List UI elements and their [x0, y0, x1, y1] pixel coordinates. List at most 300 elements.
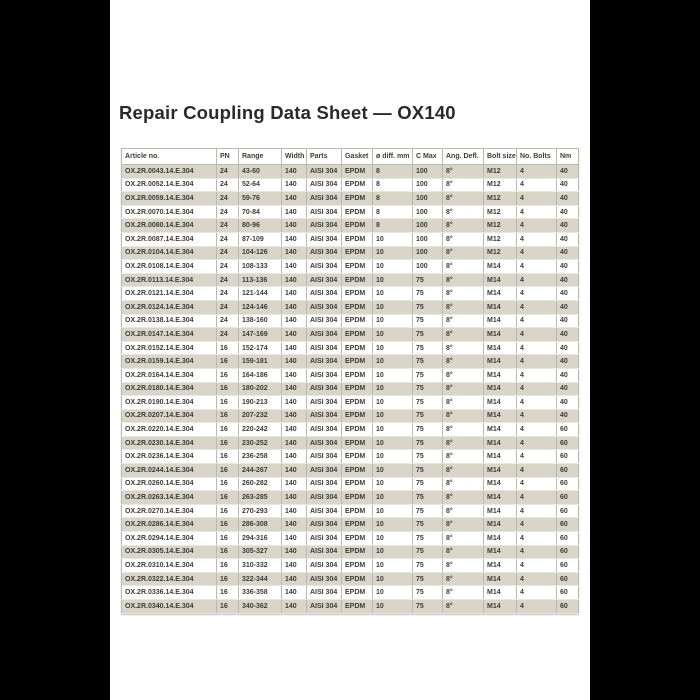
- table-row: [122, 572, 579, 586]
- page-title: Repair Coupling Data Sheet — OX140: [119, 102, 456, 123]
- table-row: [122, 287, 579, 301]
- table-cell: 60: [557, 532, 579, 546]
- table-cell: 70-84: [239, 205, 282, 219]
- table-cell: AISI 304: [307, 287, 342, 301]
- table-row: [122, 450, 579, 464]
- column-header-9: Bolt size: [484, 149, 517, 165]
- table-cell: 75: [413, 382, 443, 396]
- table-cell: 10: [373, 341, 413, 355]
- table-cell: OX.2R.0108.14.E.304: [122, 260, 217, 274]
- table-cell: 140: [282, 205, 307, 219]
- table-cell: 100: [413, 205, 443, 219]
- table-cell: OX.2R.0305.14.E.304: [122, 545, 217, 559]
- table-cell: EPDM: [342, 328, 373, 342]
- table-cell: 140: [282, 518, 307, 532]
- table-cell: 75: [413, 273, 443, 287]
- table-cell: 159-181: [239, 355, 282, 369]
- table-cell: M12: [484, 192, 517, 206]
- table-cell: 40: [557, 409, 579, 423]
- table-cell: M14: [484, 314, 517, 328]
- table-cell: 8°: [443, 178, 484, 192]
- table-cell: 16: [217, 396, 239, 410]
- table-cell: M12: [484, 165, 517, 179]
- table-cell: M14: [484, 586, 517, 600]
- table-cell: 60: [557, 559, 579, 573]
- table-cell: AISI 304: [307, 273, 342, 287]
- table-cell: 8: [373, 178, 413, 192]
- table-row: [122, 205, 579, 219]
- table-cell: EPDM: [342, 273, 373, 287]
- table-cell: OX.2R.0190.14.E.304: [122, 396, 217, 410]
- table-cell: 4: [517, 572, 557, 586]
- table-cell: M14: [484, 572, 517, 586]
- table-cell: 140: [282, 328, 307, 342]
- table-cell: 140: [282, 273, 307, 287]
- table-cell: M14: [484, 328, 517, 342]
- table-row: [122, 477, 579, 491]
- table-cell: 4: [517, 287, 557, 301]
- table-cell: EPDM: [342, 491, 373, 505]
- table-cell: M14: [484, 368, 517, 382]
- table-cell: M12: [484, 219, 517, 233]
- table-cell: 4: [517, 246, 557, 260]
- table-cell: 8°: [443, 287, 484, 301]
- table-cell: 16: [217, 518, 239, 532]
- table-cell: OX.2R.0059.14.E.304: [122, 192, 217, 206]
- table-cell: 147-169: [239, 328, 282, 342]
- table-row: [122, 409, 579, 423]
- table-cell: AISI 304: [307, 314, 342, 328]
- table-cell: OX.2R.0180.14.E.304: [122, 382, 217, 396]
- table-row: [122, 545, 579, 559]
- table-cell: EPDM: [342, 260, 373, 274]
- table-cell: 10: [373, 246, 413, 260]
- column-header-8: Ang. Defl.: [443, 149, 484, 165]
- table-row: [122, 464, 579, 478]
- table-cell: OX.2R.0124.14.E.304: [122, 300, 217, 314]
- table-cell: 8°: [443, 192, 484, 206]
- table-cell: 4: [517, 396, 557, 410]
- table-cell: 140: [282, 464, 307, 478]
- table-cell: 140: [282, 409, 307, 423]
- table-cell: 10: [373, 450, 413, 464]
- table-cell: 220-242: [239, 423, 282, 437]
- table-cell: 75: [413, 600, 443, 614]
- table-cell: M14: [484, 273, 517, 287]
- table-cell: 10: [373, 260, 413, 274]
- table-cell: 8°: [443, 328, 484, 342]
- table-cell: 140: [282, 504, 307, 518]
- table-cell: 40: [557, 219, 579, 233]
- table-cell: M14: [484, 396, 517, 410]
- table-cell: 4: [517, 518, 557, 532]
- table-cell: 40: [557, 287, 579, 301]
- table-cell: 24: [217, 205, 239, 219]
- table-cell: AISI 304: [307, 368, 342, 382]
- table-cell: EPDM: [342, 355, 373, 369]
- table-row: [122, 436, 579, 450]
- table-cell: 10: [373, 300, 413, 314]
- table-cell: 24: [217, 232, 239, 246]
- table-cell: 164-186: [239, 368, 282, 382]
- column-header-4: Parts: [307, 149, 342, 165]
- table-cell: OX.2R.0113.14.E.304: [122, 273, 217, 287]
- table-cell: OX.2R.0294.14.E.304: [122, 532, 217, 546]
- table-cell: M14: [484, 260, 517, 274]
- table-cell: OX.2R.0236.14.E.304: [122, 450, 217, 464]
- table-cell: 8°: [443, 423, 484, 437]
- table-cell: OX.2R.0340.14.E.304: [122, 600, 217, 614]
- table-cell: 4: [517, 382, 557, 396]
- table-cell: OX.2R.0263.14.E.304: [122, 491, 217, 505]
- table-cell: 8°: [443, 219, 484, 233]
- table-cell: AISI 304: [307, 396, 342, 410]
- table-cell: 8°: [443, 355, 484, 369]
- table-cell: 340-362: [239, 600, 282, 614]
- table-row: [122, 355, 579, 369]
- table-cell: M14: [484, 464, 517, 478]
- table-row: [122, 314, 579, 328]
- table-cell: OX.2R.0052.14.E.304: [122, 178, 217, 192]
- table-cell: AISI 304: [307, 260, 342, 274]
- table-cell: 8°: [443, 572, 484, 586]
- table-cell: 10: [373, 518, 413, 532]
- table-cell: 75: [413, 314, 443, 328]
- table-cell: 24: [217, 246, 239, 260]
- table-cell: 140: [282, 450, 307, 464]
- table-cell: AISI 304: [307, 491, 342, 505]
- table-cell: 8°: [443, 273, 484, 287]
- table-cell: 140: [282, 545, 307, 559]
- table-cell: 8°: [443, 450, 484, 464]
- table-cell: 40: [557, 382, 579, 396]
- table-cell: EPDM: [342, 232, 373, 246]
- table-cell: M14: [484, 436, 517, 450]
- table-cell: OX.2R.0159.14.E.304: [122, 355, 217, 369]
- table-cell: 138-160: [239, 314, 282, 328]
- table-cell: 140: [282, 600, 307, 614]
- table-cell: 8°: [443, 314, 484, 328]
- table-cell: 140: [282, 491, 307, 505]
- table-cell: 294-316: [239, 532, 282, 546]
- table-cell: 75: [413, 532, 443, 546]
- table-cell: 8°: [443, 600, 484, 614]
- table-cell: EPDM: [342, 586, 373, 600]
- table-cell: OX.2R.0070.14.E.304: [122, 205, 217, 219]
- table-cell: 10: [373, 532, 413, 546]
- table-body: [122, 165, 579, 614]
- column-header-10: No. Bolts: [517, 149, 557, 165]
- table-row: [122, 300, 579, 314]
- table-cell: 4: [517, 450, 557, 464]
- table-cell: 10: [373, 232, 413, 246]
- coupling-data-table: [121, 148, 579, 614]
- column-header-7: C Max: [413, 149, 443, 165]
- table-cell: 100: [413, 246, 443, 260]
- table-cell: 8°: [443, 246, 484, 260]
- table-cell: 10: [373, 436, 413, 450]
- table-row: [122, 504, 579, 518]
- table-cell: 40: [557, 232, 579, 246]
- table-row: [122, 328, 579, 342]
- table-cell: 75: [413, 355, 443, 369]
- table-cell: 310-332: [239, 559, 282, 573]
- table-cell: 16: [217, 423, 239, 437]
- table-cell: AISI 304: [307, 532, 342, 546]
- table-cell: M14: [484, 341, 517, 355]
- table-cell: EPDM: [342, 300, 373, 314]
- table-cell: 8°: [443, 586, 484, 600]
- table-cell: 60: [557, 436, 579, 450]
- table-cell: EPDM: [342, 532, 373, 546]
- table-cell: EPDM: [342, 436, 373, 450]
- table-cell: 43-60: [239, 165, 282, 179]
- table-cell: M12: [484, 178, 517, 192]
- table-cell: 60: [557, 423, 579, 437]
- table-cell: 10: [373, 464, 413, 478]
- table-cell: 140: [282, 300, 307, 314]
- table-cell: 40: [557, 260, 579, 274]
- table-row: [122, 382, 579, 396]
- table-cell: 75: [413, 396, 443, 410]
- table-cell: M12: [484, 246, 517, 260]
- table-cell: M14: [484, 477, 517, 491]
- table-cell: 8°: [443, 382, 484, 396]
- table-cell: 24: [217, 178, 239, 192]
- table-cell: EPDM: [342, 165, 373, 179]
- table-cell: 8°: [443, 518, 484, 532]
- table-cell: 8: [373, 219, 413, 233]
- table-cell: EPDM: [342, 219, 373, 233]
- table-cell: EPDM: [342, 314, 373, 328]
- table-cell: 4: [517, 504, 557, 518]
- table-row: [122, 260, 579, 274]
- table-cell: AISI 304: [307, 355, 342, 369]
- right-black-margin: [590, 0, 700, 700]
- table-cell: OX.2R.0104.14.E.304: [122, 246, 217, 260]
- table-cell: 75: [413, 368, 443, 382]
- table-cell: AISI 304: [307, 464, 342, 478]
- table-cell: EPDM: [342, 287, 373, 301]
- table-cell: 260-282: [239, 477, 282, 491]
- table-cell: M14: [484, 532, 517, 546]
- table-cell: EPDM: [342, 192, 373, 206]
- table-cell: 140: [282, 192, 307, 206]
- table-cell: 4: [517, 409, 557, 423]
- table-cell: 8°: [443, 165, 484, 179]
- table-cell: AISI 304: [307, 600, 342, 614]
- table-cell: 75: [413, 586, 443, 600]
- table-cell: 8°: [443, 396, 484, 410]
- table-cell: 87-109: [239, 232, 282, 246]
- table-cell: 10: [373, 491, 413, 505]
- table-cell: 4: [517, 368, 557, 382]
- table-cell: 8°: [443, 464, 484, 478]
- table-cell: 60: [557, 586, 579, 600]
- table-row: [122, 518, 579, 532]
- table-cell: 140: [282, 341, 307, 355]
- table-cell: 10: [373, 586, 413, 600]
- table-cell: AISI 304: [307, 178, 342, 192]
- table-cell: 16: [217, 436, 239, 450]
- table-cell: 4: [517, 273, 557, 287]
- table-cell: 80-96: [239, 219, 282, 233]
- table-cell: 336-358: [239, 586, 282, 600]
- table-cell: 40: [557, 246, 579, 260]
- table-cell: 24: [217, 219, 239, 233]
- table-cell: 8°: [443, 477, 484, 491]
- table-cell: 124-146: [239, 300, 282, 314]
- table-row: [122, 219, 579, 233]
- table-cell: OX.2R.0230.14.E.304: [122, 436, 217, 450]
- table-row: [122, 586, 579, 600]
- table-cell: AISI 304: [307, 586, 342, 600]
- table-cell: M14: [484, 504, 517, 518]
- table-cell: 4: [517, 423, 557, 437]
- table-cell: AISI 304: [307, 300, 342, 314]
- table-cell: AISI 304: [307, 572, 342, 586]
- table-cell: AISI 304: [307, 423, 342, 437]
- table-cell: EPDM: [342, 409, 373, 423]
- table-cell: 16: [217, 545, 239, 559]
- table-cell: 4: [517, 559, 557, 573]
- table-cell: 8°: [443, 409, 484, 423]
- table-cell: M14: [484, 545, 517, 559]
- table-cell: EPDM: [342, 205, 373, 219]
- table-cell: OX.2R.0207.14.E.304: [122, 409, 217, 423]
- table-cell: EPDM: [342, 246, 373, 260]
- table-cell: 16: [217, 368, 239, 382]
- table-cell: 24: [217, 273, 239, 287]
- table-cell: 75: [413, 518, 443, 532]
- table-cell: 10: [373, 423, 413, 437]
- table-cell: M12: [484, 232, 517, 246]
- table-cell: 16: [217, 600, 239, 614]
- table-cell: 4: [517, 219, 557, 233]
- table-cell: EPDM: [342, 545, 373, 559]
- table-cell: AISI 304: [307, 232, 342, 246]
- table-cell: 75: [413, 450, 443, 464]
- table-cell: 16: [217, 572, 239, 586]
- table-cell: 75: [413, 409, 443, 423]
- table-cell: 10: [373, 396, 413, 410]
- table-cell: OX.2R.0220.14.E.304: [122, 423, 217, 437]
- table-cell: EPDM: [342, 396, 373, 410]
- table-cell: 305-327: [239, 545, 282, 559]
- table-cell: M14: [484, 600, 517, 614]
- table-cell: 4: [517, 260, 557, 274]
- table-cell: M14: [484, 409, 517, 423]
- table-cell: 230-252: [239, 436, 282, 450]
- table-cell: 286-308: [239, 518, 282, 532]
- table-cell: 10: [373, 545, 413, 559]
- table-cell: 8°: [443, 559, 484, 573]
- table-cell: 322-344: [239, 572, 282, 586]
- table-cell: 10: [373, 382, 413, 396]
- column-header-2: Range: [239, 149, 282, 165]
- table-cell: 8°: [443, 205, 484, 219]
- left-black-margin: [0, 0, 110, 700]
- table-cell: 180-202: [239, 382, 282, 396]
- table-cell: 16: [217, 504, 239, 518]
- table-cell: EPDM: [342, 464, 373, 478]
- table-cell: OX.2R.0087.14.E.304: [122, 232, 217, 246]
- table-cell: 8°: [443, 260, 484, 274]
- table-cell: 60: [557, 450, 579, 464]
- table-cell: 100: [413, 165, 443, 179]
- table-cell: 244-267: [239, 464, 282, 478]
- table-cell: 140: [282, 355, 307, 369]
- table-cell: 75: [413, 423, 443, 437]
- table-row: [122, 232, 579, 246]
- table-cell: 10: [373, 287, 413, 301]
- table-cell: 16: [217, 464, 239, 478]
- table-cell: AISI 304: [307, 192, 342, 206]
- table-cell: 140: [282, 219, 307, 233]
- table-cell: EPDM: [342, 382, 373, 396]
- table-cell: OX.2R.0121.14.E.304: [122, 287, 217, 301]
- table-row: [122, 423, 579, 437]
- table-cell: EPDM: [342, 423, 373, 437]
- column-header-3: Width: [282, 149, 307, 165]
- table-cell: 75: [413, 545, 443, 559]
- table-cell: AISI 304: [307, 205, 342, 219]
- table-cell: M12: [484, 205, 517, 219]
- table-row: [122, 600, 579, 614]
- table-cell: 75: [413, 504, 443, 518]
- table-cell: 24: [217, 165, 239, 179]
- table-cell: 4: [517, 341, 557, 355]
- table-cell: 60: [557, 491, 579, 505]
- table-cell: 4: [517, 328, 557, 342]
- table-cell: 4: [517, 477, 557, 491]
- table-cell: 10: [373, 572, 413, 586]
- table-cell: AISI 304: [307, 504, 342, 518]
- table-cell: 75: [413, 300, 443, 314]
- column-header-6: ø diff. mm: [373, 149, 413, 165]
- table-cell: 60: [557, 518, 579, 532]
- table-cell: M14: [484, 355, 517, 369]
- table-cell: 40: [557, 341, 579, 355]
- table-cell: 4: [517, 532, 557, 546]
- table-row: [122, 491, 579, 505]
- table-cell: 140: [282, 314, 307, 328]
- table-cell: 40: [557, 205, 579, 219]
- table-cell: 24: [217, 314, 239, 328]
- table-cell: 10: [373, 368, 413, 382]
- table-cell: 40: [557, 165, 579, 179]
- table-cell: 60: [557, 572, 579, 586]
- table-cell: 60: [557, 477, 579, 491]
- table-cell: OX.2R.0336.14.E.304: [122, 586, 217, 600]
- table-cell: 4: [517, 491, 557, 505]
- table-cell: M14: [484, 382, 517, 396]
- table-cell: EPDM: [342, 341, 373, 355]
- table-cell: 40: [557, 192, 579, 206]
- table-cell: 16: [217, 450, 239, 464]
- table-cell: 140: [282, 532, 307, 546]
- table-cell: 152-174: [239, 341, 282, 355]
- table-cell: 40: [557, 355, 579, 369]
- table-cell: 140: [282, 260, 307, 274]
- table-cell: AISI 304: [307, 219, 342, 233]
- table-cell: AISI 304: [307, 545, 342, 559]
- table-cell: 4: [517, 165, 557, 179]
- table-cell: 10: [373, 273, 413, 287]
- table-cell: 270-293: [239, 504, 282, 518]
- table-cell: OX.2R.0043.14.E.304: [122, 165, 217, 179]
- table-cell: M14: [484, 491, 517, 505]
